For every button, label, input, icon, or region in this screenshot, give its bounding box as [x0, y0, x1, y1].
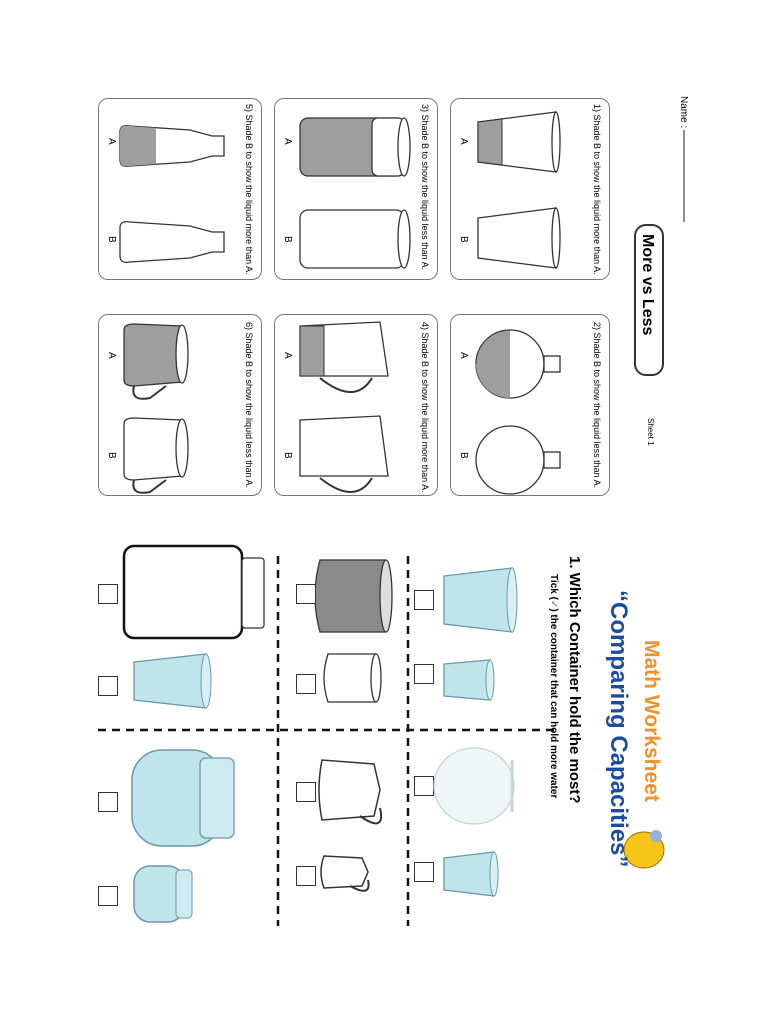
instruction-prefix: Tick ( — [548, 574, 559, 600]
small-pitcher-icon — [321, 856, 369, 891]
question-label-1: 1) Shade B to show the liquid more than A. — [592, 104, 602, 275]
worksheet-subtitle: “Comparing Capacities” — [605, 590, 632, 868]
name-label: Name : — [678, 96, 689, 129]
question-label-5: 5) Shade B to show the liquid more than A. — [244, 104, 254, 275]
medium-cup-icon — [444, 852, 498, 896]
question-label-4: 4) Shade B to show the liquid more than A. — [420, 322, 430, 493]
small-bowl-icon — [324, 654, 381, 702]
option-a-label: A — [106, 138, 117, 145]
option-a-label: A — [458, 138, 469, 145]
option-b-label: B — [282, 452, 293, 459]
tick-box[interactable] — [296, 866, 316, 886]
glass-icon — [134, 654, 211, 708]
large-pitcher-icon — [319, 760, 381, 823]
tick-box[interactable] — [98, 792, 118, 812]
large-bowl-icon — [315, 560, 392, 632]
sheet-number: Sheet 1 — [646, 418, 655, 446]
option-b-label: B — [106, 452, 117, 459]
small-blue-jar-icon — [134, 866, 192, 922]
tick-box[interactable] — [98, 584, 118, 604]
worksheet-header: Math Worksheet — [640, 640, 663, 802]
option-a-label: A — [458, 352, 469, 359]
tick-box[interactable] — [98, 886, 118, 906]
large-cup-icon — [444, 568, 517, 632]
worksheet-title: More vs Less — [639, 234, 656, 336]
tick-box[interactable] — [296, 584, 316, 604]
option-a-label: A — [106, 352, 117, 359]
tick-icon: ✓ — [548, 599, 559, 609]
question-label-6: 6) Shade B to show the liquid less than A. — [244, 322, 254, 489]
tick-box[interactable] — [98, 676, 118, 696]
question-heading: 1. Which Container hold the most? — [566, 556, 583, 804]
option-b-label: B — [458, 236, 469, 243]
tick-box[interactable] — [296, 674, 316, 694]
option-b-label: B — [458, 452, 469, 459]
option-b-label: B — [282, 236, 293, 243]
instruction-suffix: ) the container that can hold more water — [548, 608, 559, 799]
question-label-2: 2) Shade B to show the liquid less than A. — [592, 322, 602, 489]
option-a-label: A — [282, 352, 293, 359]
question-label-3: 3) Shade B to show the liquid less than A. — [420, 104, 430, 271]
large-jar-icon — [124, 546, 264, 638]
fishbowl-icon — [434, 748, 514, 824]
option-b-label: B — [106, 236, 117, 243]
big-blue-jar-icon — [132, 750, 234, 846]
option-a-label: A — [282, 138, 293, 145]
small-cup-icon — [444, 660, 494, 700]
tick-box[interactable] — [296, 782, 316, 802]
